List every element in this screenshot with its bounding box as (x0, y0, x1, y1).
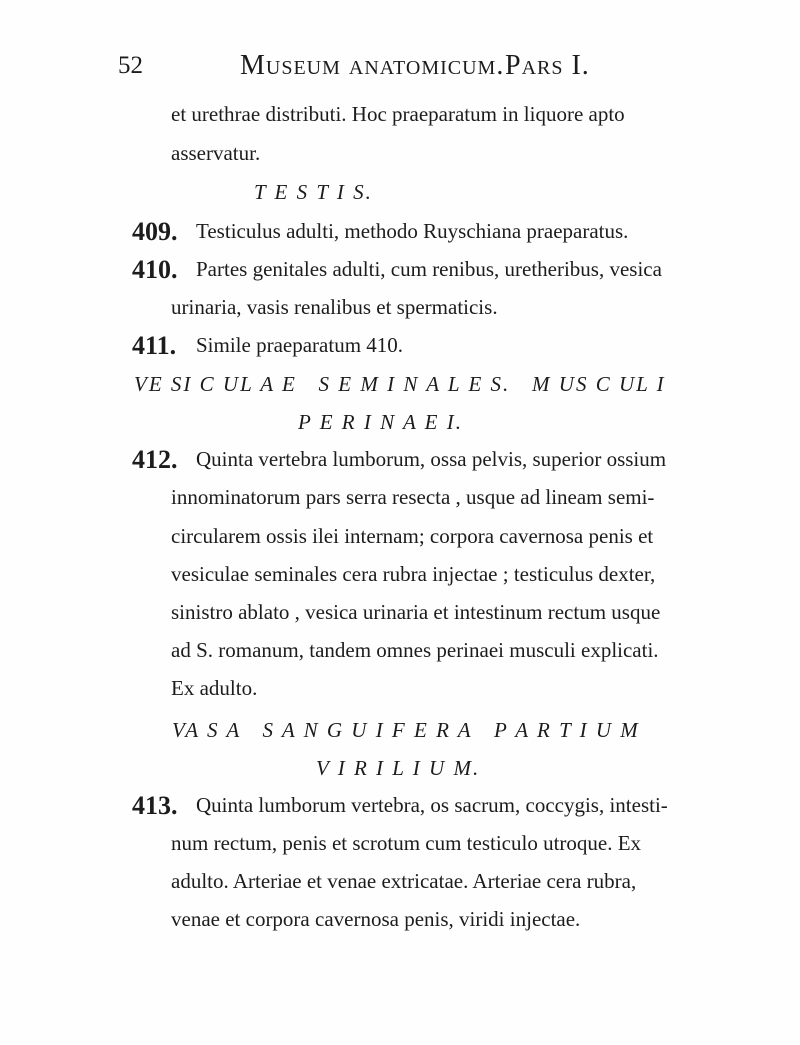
entry-line: Partes genitales adulti, cum renibus, uretheribus, vesica (196, 257, 662, 281)
entry-line: Ex adulto. (171, 676, 258, 700)
running-head (118, 50, 678, 90)
entry-line: circularem ossis ilei internam; corpora cavernosa penis et (171, 524, 654, 548)
entry-line: Quinta lumborum vertebra, os sacrum, coccygis, intesti- (196, 793, 668, 817)
entry-line: venae et corpora cavernosa penis, viridi injectae. (171, 907, 581, 931)
entry-line: innominatorum pars serra resecta , usque ad lineam semi- (171, 485, 655, 509)
running-title: Museum anatomicum. (240, 50, 505, 81)
entry-number: 409. (132, 217, 178, 246)
entry-line: ad S. romanum, tandem omnes perinaei musculi explicati. (171, 638, 659, 662)
section-heading: VA S A S A N G U I F E R A P A R T I U M (172, 718, 640, 742)
entry-line: Simile praeparatum 410. (196, 333, 404, 357)
page-number: 52 (118, 52, 143, 79)
entry-number: 411. (132, 331, 177, 360)
running-part: Pars I. (505, 50, 590, 81)
intro-line: et urethrae distributi. Hoc praeparatum in liquore apto (171, 102, 625, 126)
section-heading: VE SI C UL A E S E M I N A L E S. M US C UL I (134, 372, 666, 396)
section-heading: T E S T I S. (254, 180, 373, 204)
entry-line: sinistro ablato , vesica urinaria et intestinum rectum usque (171, 600, 661, 624)
intro-line: asservatur. (171, 141, 261, 165)
entry-line: adulto. Arteriae et venae extricatae. Arteriae cera rubra, (171, 869, 637, 893)
entry-number: 412. (132, 445, 178, 474)
entry-line: Quinta vertebra lumborum, ossa pelvis, superior ossium (196, 447, 667, 471)
entry-line: vesiculae seminales cera rubra injectae ; testiculus dexter, (171, 562, 656, 586)
entry-line: urinaria, vasis renalibus et spermaticis. (171, 295, 498, 319)
section-heading: V I R I L I U M. (316, 756, 481, 780)
entry-line: num rectum, penis et scrotum cum testiculo utroque. Ex (171, 831, 642, 855)
entry-number: 410. (132, 255, 178, 284)
entry-number: 413. (132, 791, 178, 820)
entry-line: Testiculus adulti, methodo Ruyschiana praeparatus. (196, 219, 629, 243)
section-heading: P E R I N A E I. (298, 410, 463, 434)
